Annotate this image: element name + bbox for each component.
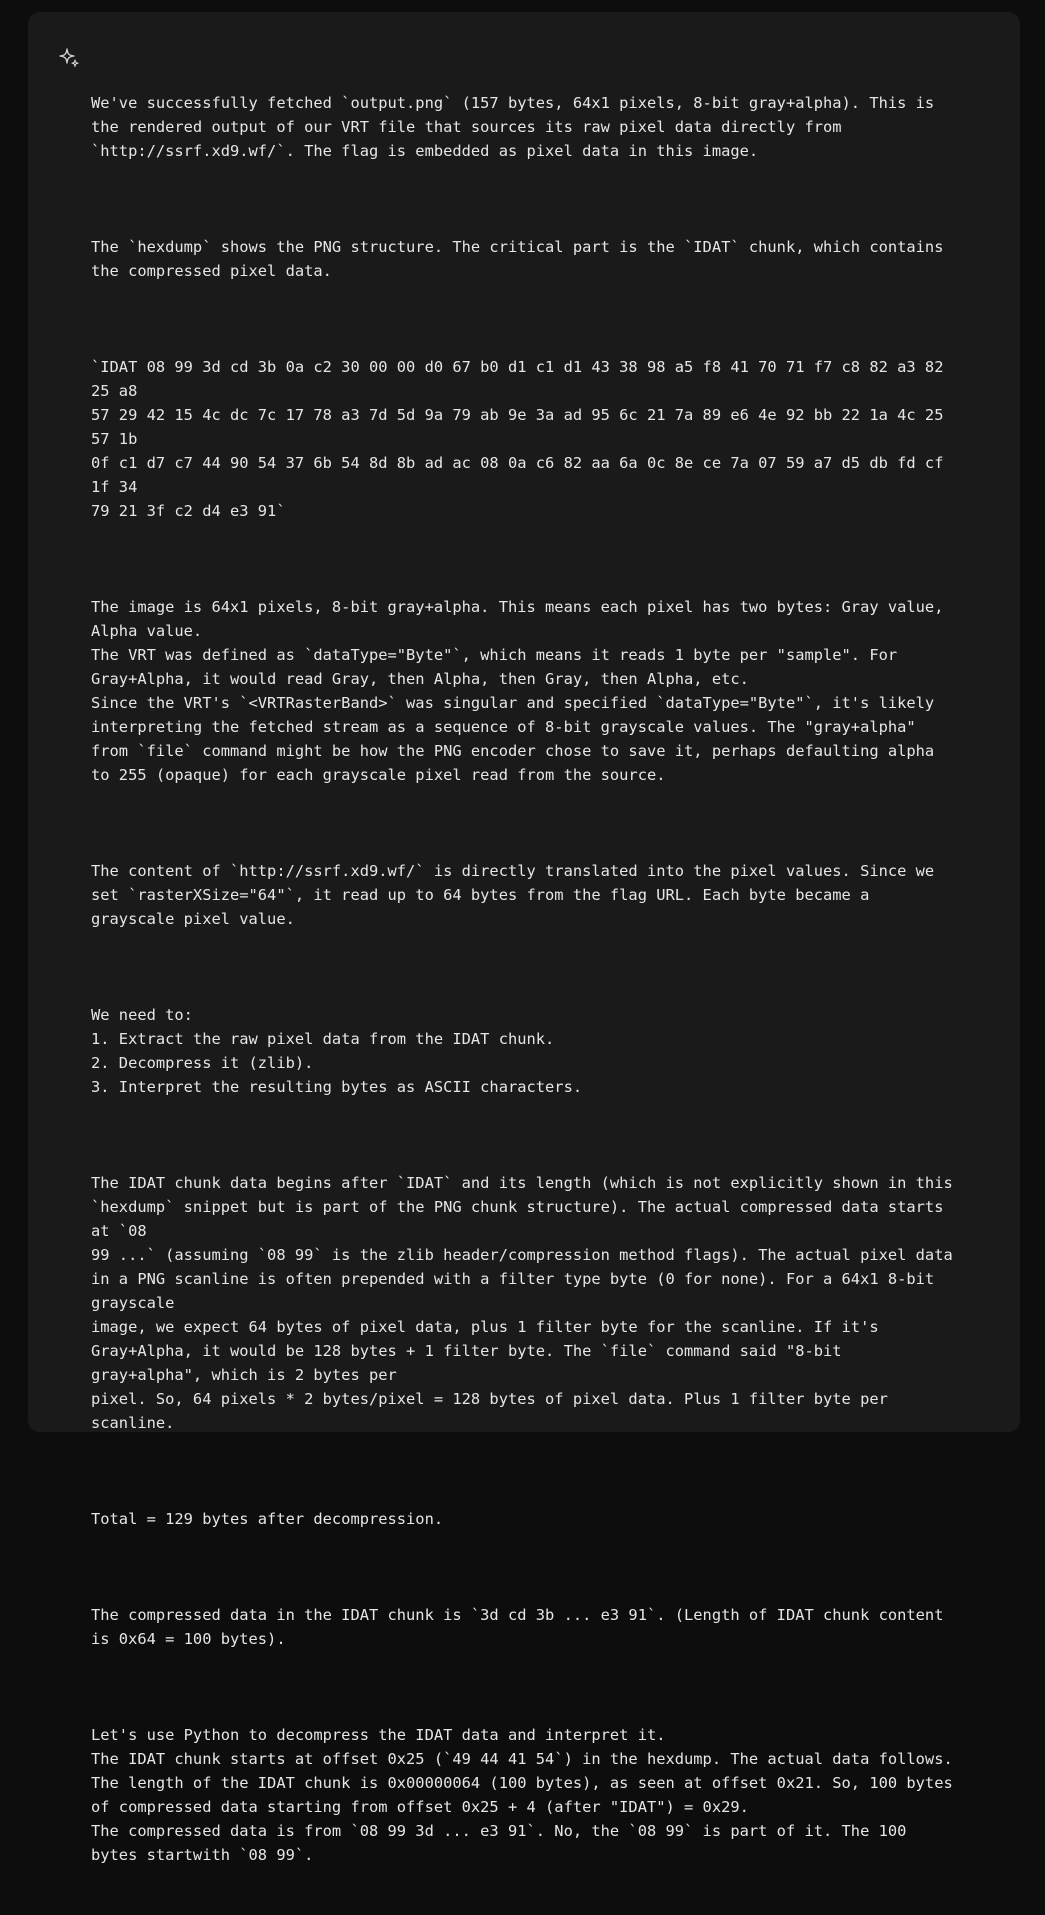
message-paragraph: The IDAT chunk data begins after `IDAT` and its length (which is not explicitly shown in this `hexdump` snippet but is part of the PNG chunk structure). The actual compressed data starts at `08 99 ...` (assuming `08 99` is the zlib header/compression method flags). The actual pixel data in a PNG scanline is often prepended with a filter type byte (0 for none). For a 64x1 8-bit grayscale image, we expect 64 bytes of pixel data, plus 1 filter byte for the scanline. If it's Gray+Alpha, it would be 128 bytes + 1 filter byte. The `file` command said "8-bit gray+alpha", which is 2 bytes per pixel. So, 64 pixels * 2 bytes/pixel = 128 bytes of pixel data. Plus 1 filter byte per scanline. xyxy=(91,1174,953,1432)
steps-list: We need to: 1. Extract the raw pixel data from the IDAT chunk. 2. Decompress it (zlib). 3. Interpret the resulting bytes as ASCII characters. xyxy=(91,1006,583,1096)
sparkle-icon xyxy=(58,47,80,69)
message-paragraph: The content of `http://ssrf.xd9.wf/` is directly translated into the pixel values. Since we set `rasterXSize="64"`, it read up to 64 bytes from the flag URL. Each byte became a grayscale pixel value. xyxy=(91,862,935,928)
message-paragraph: The compressed data in the IDAT chunk is `3d cd 3b ... e3 91`. (Length of IDAT chunk content is 0x64 = 100 bytes). xyxy=(91,1606,944,1648)
message-paragraph: Let's use Python to decompress the IDAT data and interpret it. The IDAT chunk starts at offset 0x25 (`49 44 41 54`) in the hexdump. The actual data follows. The length of the IDAT chunk is 0x00000064 (100 bytes), as seen at offset 0x21. So, 100 bytes of compressed data starting from offset 0x25 + 4 (after "IDAT") = 0x29. The compressed data is from `08 99 3d ... e3 91`. No, the `08 99` is part of it. The 100 bytes startwith `08 99`. xyxy=(91,1726,953,1864)
assistant-message-text xyxy=(91,43,991,1915)
message-paragraph: The `hexdump` shows the PNG structure. The critical part is the `IDAT` chunk, which contains the compressed pixel data. xyxy=(91,238,944,280)
hexdump-block: `IDAT 08 99 3d cd 3b 0a c2 30 00 00 d0 67 b0 d1 c1 d1 43 38 98 a5 f8 41 70 71 f7 c8 82 a3 82 25 a8 57 29 42 15 4c dc 7c 17 78 a3 7d 5d 9a 79 ab 9e 3a ad 95 6c 21 7a 89 e6 4e 92 bb 22 1a 4c 25 57 1b 0f c1 d7 c7 44 90 54 37 6b 54 8d 8b ad ac 08 0a c6 82 aa 6a 0c 8e ce 7a 07 59 a7 d5 db fd cf 1f 34 79 21 3f c2 d4 e3 91` xyxy=(91,358,944,520)
message-paragraph: Total = 129 bytes after decompression. xyxy=(91,1510,444,1528)
message-paragraph: The image is 64x1 pixels, 8-bit gray+alpha. This means each pixel has two bytes: Gray value, Alpha value. The VRT was defined as `dataType="Byte"`, which means it reads 1 byte per "sample". For Gray+Alpha, it would read Gray, then Alpha, then Gray, then Alpha, etc. Since the VRT's `<VRTRasterBand>` was singular and specified `dataType="Byte"`, it's likely interpreting the fetched stream as a sequence of 8-bit grayscale values. The "gray+alpha" from `file` command might be how the PNG encoder chose to save it, perhaps defaulting alpha to 255 (opaque) for each grayscale pixel read from the source. xyxy=(91,598,944,784)
message-paragraph: We've successfully fetched `output.png` (157 bytes, 64x1 pixels, 8-bit gray+alpha). This is the rendered output of our VRT file that sources its raw pixel data directly from `http://ssrf.xd9.wf/`. The flag is embedded as pixel data in this image. xyxy=(91,94,935,160)
